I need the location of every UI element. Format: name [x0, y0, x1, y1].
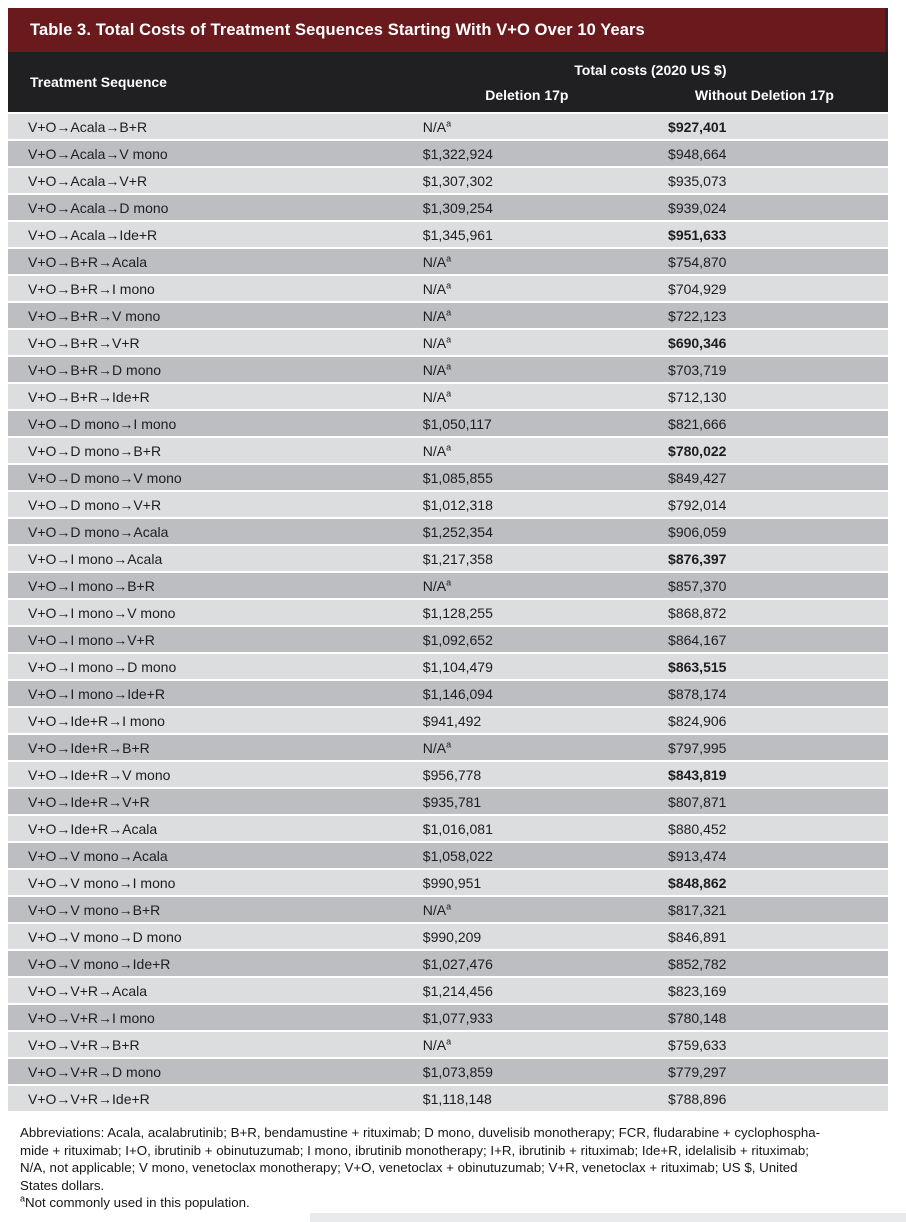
cell-treatment-sequence: V+O→D mono→I mono — [28, 415, 177, 432]
table-row — [8, 735, 888, 762]
table-title-bar — [8, 8, 888, 52]
table-title: Table 3. Total Costs of Treatment Sequences Starting With V+O Over 10 Years — [30, 20, 645, 39]
cell-deletion-17p: $1,027,476 — [422, 955, 493, 972]
table-row — [8, 573, 888, 600]
table-row — [8, 519, 888, 546]
table-row — [8, 384, 888, 411]
cell-treatment-sequence: V+O→Ide+R→I mono — [28, 712, 165, 729]
abbreviation-line: Abbreviations: Acala, acalabrutinib; B+R, bendamustine + rituximab; D mono, duvelisib monotherapy; FCR, fludarabine + cyclophospha- — [20, 1125, 821, 1140]
cell-without-deletion-17p: $779,297 — [668, 1063, 727, 1080]
cell-deletion-17p: $N/A^a$ — [422, 441, 452, 459]
cell-treatment-sequence: V+O→Acala→D mono — [28, 199, 169, 216]
cell-treatment-sequence: V+O→Ide+R→B+R — [28, 739, 150, 756]
cell-deletion-17p: $1,217,358 — [422, 550, 493, 567]
table-row — [8, 681, 888, 708]
cell-deletion-17p: $N/A^a$ — [422, 117, 452, 135]
table-row — [8, 1059, 888, 1086]
cell-treatment-sequence: V+O→V+R→Ide+R — [28, 1090, 150, 1107]
table-body — [8, 114, 888, 1113]
partial-next-element — [310, 1213, 906, 1222]
table-row — [8, 897, 888, 924]
cell-deletion-17p: $1,307,302 — [422, 172, 493, 189]
cell-without-deletion-17p: $857,370 — [668, 577, 727, 594]
cell-without-deletion-17p: $780,148 — [668, 1009, 727, 1026]
cell-without-deletion-17p: $754,870 — [668, 253, 727, 270]
cell-without-deletion-17p: $780,022 — [668, 442, 727, 459]
cell-treatment-sequence: V+O→V mono→B+R — [28, 901, 161, 918]
col-group-header-total-costs: Total costs (2020 US $) — [574, 61, 727, 78]
cell-without-deletion-17p: $906,059 — [668, 523, 727, 540]
table-row — [8, 141, 888, 168]
cell-treatment-sequence: V+O→B+R→D mono — [28, 361, 162, 378]
cell-without-deletion-17p: $703,719 — [668, 361, 727, 378]
table-row — [8, 411, 888, 438]
col-header-treatment-sequence: Treatment Sequence — [30, 74, 167, 90]
cell-deletion-17p: $1,050,117 — [422, 415, 492, 432]
table-row — [8, 1086, 888, 1113]
cell-treatment-sequence: V+O→V mono→I mono — [28, 874, 176, 891]
table-row — [8, 357, 888, 384]
cell-treatment-sequence: V+O→B+R→Ide+R — [28, 388, 150, 405]
cell-without-deletion-17p: $759,633 — [668, 1036, 727, 1053]
cell-without-deletion-17p: $823,169 — [668, 982, 727, 999]
table-row — [8, 114, 888, 141]
cell-deletion-17p: $N/A^a$ — [422, 360, 452, 378]
cell-without-deletion-17p: $849,427 — [668, 469, 727, 486]
cell-deletion-17p: $N/A^a$ — [422, 252, 452, 270]
cell-treatment-sequence: V+O→B+R→V+R — [28, 334, 140, 351]
cell-without-deletion-17p: $807,871 — [668, 793, 727, 810]
cell-treatment-sequence: V+O→Acala→Ide+R — [28, 226, 158, 243]
col-header-deletion-17p: Deletion 17p — [485, 86, 569, 103]
cell-deletion-17p: $1,073,859 — [422, 1063, 493, 1080]
cell-treatment-sequence: V+O→V mono→Acala — [28, 847, 168, 864]
na-footnote-marker: a — [446, 117, 452, 128]
cell-deletion-17p: $1,146,094 — [422, 685, 493, 702]
cell-treatment-sequence: V+O→I mono→B+R — [28, 577, 155, 594]
cell-treatment-sequence: V+O→V+R→Acala — [28, 982, 148, 999]
cell-without-deletion-17p: $824,906 — [668, 712, 727, 729]
cell-deletion-17p: $1,058,022 — [422, 847, 493, 864]
cell-without-deletion-17p: $704,929 — [668, 280, 727, 297]
cell-without-deletion-17p: $843,819 — [668, 766, 727, 783]
cell-deletion-17p: $990,951 — [422, 874, 482, 891]
table-header — [8, 52, 888, 112]
cell-deletion-17p: $1,214,456 — [422, 982, 493, 999]
cell-deletion-17p: $N/A^a$ — [422, 333, 452, 351]
table-row — [8, 330, 888, 357]
cell-treatment-sequence: V+O→Acala→B+R — [28, 118, 148, 135]
cell-deletion-17p: $990,209 — [422, 928, 482, 945]
cell-deletion-17p: $N/A^a$ — [422, 306, 452, 324]
cell-treatment-sequence: V+O→I mono→V mono — [28, 604, 176, 621]
cell-deletion-17p: $941,492 — [422, 712, 482, 729]
cell-treatment-sequence: V+O→B+R→V mono — [28, 307, 161, 324]
na-footnote-marker: a — [446, 279, 452, 290]
cell-deletion-17p: $1,104,479 — [422, 658, 493, 675]
table-row — [8, 870, 888, 897]
cell-treatment-sequence: V+O→I mono→Ide+R — [28, 685, 165, 702]
cell-treatment-sequence: V+O→I mono→Acala — [28, 550, 163, 567]
cell-deletion-17p: $N/A^a$ — [422, 738, 452, 756]
footnote-a-marker: a — [20, 1193, 26, 1204]
cell-without-deletion-17p: $880,452 — [668, 820, 727, 837]
footnote-a-text: Not commonly used in this population. — [25, 1195, 250, 1210]
cell-deletion-17p: $1,322,924 — [422, 145, 493, 162]
abbreviation-line: States dollars. — [20, 1177, 105, 1193]
cell-without-deletion-17p: $846,891 — [668, 928, 727, 945]
cell-treatment-sequence: V+O→Ide+R→V+R — [28, 793, 150, 810]
cell-without-deletion-17p: $864,167 — [668, 631, 727, 648]
table-row — [8, 168, 888, 195]
cell-without-deletion-17p: $797,995 — [668, 739, 727, 756]
cell-treatment-sequence: V+O→Acala→V+R — [28, 172, 148, 189]
cell-without-deletion-17p: $690,346 — [668, 334, 727, 351]
footnotes — [20, 1124, 892, 1212]
na-footnote-marker: a — [446, 900, 452, 911]
cell-without-deletion-17p: $817,321 — [668, 901, 727, 918]
cell-without-deletion-17p: $722,123 — [668, 307, 727, 324]
cell-treatment-sequence: V+O→D mono→B+R — [28, 442, 162, 459]
cell-deletion-17p: $N/A^a$ — [422, 1035, 452, 1053]
na-footnote-marker: a — [446, 738, 452, 749]
cell-treatment-sequence: V+O→D mono→Acala — [28, 523, 169, 540]
cell-deletion-17p: $N/A^a$ — [422, 576, 452, 594]
cell-treatment-sequence: V+O→D mono→V mono — [28, 469, 182, 486]
cell-treatment-sequence: V+O→V mono→D mono — [28, 928, 182, 945]
cell-deletion-17p: $1,085,855 — [422, 469, 493, 486]
cell-deletion-17p: $935,781 — [422, 793, 482, 810]
cell-without-deletion-17p: $821,666 — [668, 415, 727, 432]
cell-treatment-sequence: V+O→B+R→I mono — [28, 280, 155, 297]
na-footnote-marker: a — [446, 333, 452, 344]
table-row — [8, 978, 888, 1005]
table-row — [8, 600, 888, 627]
table-row — [8, 1032, 888, 1059]
table-row — [8, 195, 888, 222]
table-row — [8, 951, 888, 978]
table-row — [8, 438, 888, 465]
cell-without-deletion-17p: $712,130 — [668, 388, 727, 405]
table-row — [8, 627, 888, 654]
table-row — [8, 465, 888, 492]
na-footnote-marker: a — [446, 441, 452, 452]
abbreviations-note — [20, 1124, 892, 1194]
cell-without-deletion-17p: $852,782 — [668, 955, 727, 972]
table-row — [8, 924, 888, 951]
na-footnote-marker: a — [446, 360, 452, 371]
cell-without-deletion-17p: $935,073 — [668, 172, 727, 189]
cell-deletion-17p: $N/A^a$ — [422, 279, 452, 297]
cell-treatment-sequence: V+O→B+R→Acala — [28, 253, 148, 270]
col-header-without-deletion-17p: Without Deletion 17p — [694, 86, 834, 103]
cell-deletion-17p: $1,012,318 — [422, 496, 493, 513]
na-footnote-marker: a — [446, 252, 452, 263]
cell-deletion-17p: $1,345,961 — [422, 226, 493, 243]
cell-deletion-17p: $956,778 — [422, 766, 482, 783]
cell-treatment-sequence: V+O→V mono→Ide+R — [28, 955, 171, 972]
cell-deletion-17p: $1,016,081 — [422, 820, 493, 837]
cell-deletion-17p: $N/A^a$ — [422, 900, 452, 918]
cell-without-deletion-17p: $863,515 — [668, 658, 727, 675]
cell-without-deletion-17p: $792,014 — [668, 496, 727, 513]
cell-treatment-sequence: V+O→I mono→V+R — [28, 631, 155, 648]
table-row — [8, 843, 888, 870]
cell-deletion-17p: $1,077,933 — [422, 1009, 493, 1026]
na-footnote-marker: a — [446, 387, 452, 398]
table-row — [8, 222, 888, 249]
sub-header-row — [413, 87, 888, 103]
cell-deletion-17p: $1,092,652 — [422, 631, 493, 648]
cell-without-deletion-17p: $948,664 — [668, 145, 727, 162]
cell-deletion-17p: $1,118,148 — [422, 1090, 492, 1107]
table-row — [8, 1005, 888, 1032]
table-row — [8, 546, 888, 573]
cell-treatment-sequence: V+O→V+R→B+R — [28, 1036, 140, 1053]
table-row — [8, 303, 888, 330]
na-footnote-marker: a — [446, 306, 452, 317]
cell-without-deletion-17p: $788,896 — [668, 1090, 727, 1107]
cell-without-deletion-17p: $848,862 — [668, 874, 727, 891]
cell-treatment-sequence: V+O→I mono→D mono — [28, 658, 177, 675]
cell-deletion-17p: $N/A^a$ — [422, 387, 452, 405]
cell-without-deletion-17p: $913,474 — [668, 847, 727, 864]
cell-without-deletion-17p: $868,872 — [668, 604, 727, 621]
abbreviation-line: mide + rituximab; I+O, ibrutinib + obinutuzumab; I mono, ibrutinib monotherapy; I+R, ibrutinib + rituximab; Ide+R, idelalisib + rituximab; — [20, 1142, 809, 1158]
table3-card — [8, 8, 888, 1113]
cell-treatment-sequence: V+O→D mono→V+R — [28, 496, 162, 513]
cell-without-deletion-17p: $876,397 — [668, 550, 727, 567]
cell-treatment-sequence: V+O→Acala→V mono — [28, 145, 168, 162]
cell-deletion-17p: $1,309,254 — [422, 199, 493, 216]
table-row — [8, 762, 888, 789]
cell-treatment-sequence: V+O→Ide+R→Acala — [28, 820, 158, 837]
cell-treatment-sequence: V+O→Ide+R→V mono — [28, 766, 171, 783]
na-footnote-marker: a — [446, 576, 452, 587]
footnote-a — [20, 1194, 892, 1212]
cell-without-deletion-17p: $939,024 — [668, 199, 727, 216]
cell-treatment-sequence: V+O→V+R→I mono — [28, 1009, 155, 1026]
abbreviation-line: N/A, not applicable; V mono, venetoclax monotherapy; V+O, venetoclax + obinutuzumab; V+R, venetoclax + rituximab; US $, United — [20, 1160, 798, 1175]
cell-treatment-sequence: V+O→V+R→D mono — [28, 1063, 162, 1080]
cell-deletion-17p: $1,252,354 — [422, 523, 493, 540]
cell-without-deletion-17p: $927,401 — [668, 118, 727, 135]
cell-without-deletion-17p: $951,633 — [668, 226, 727, 243]
table-row — [8, 789, 888, 816]
table-row — [8, 654, 888, 681]
table-row — [8, 249, 888, 276]
cell-deletion-17p: $1,128,255 — [422, 604, 493, 621]
table-row — [8, 816, 888, 843]
table-row — [8, 708, 888, 735]
total-costs-header-group — [413, 52, 888, 112]
na-footnote-marker: a — [446, 1035, 452, 1046]
table-row — [8, 492, 888, 519]
cell-without-deletion-17p: $878,174 — [668, 685, 727, 702]
table-row — [8, 276, 888, 303]
